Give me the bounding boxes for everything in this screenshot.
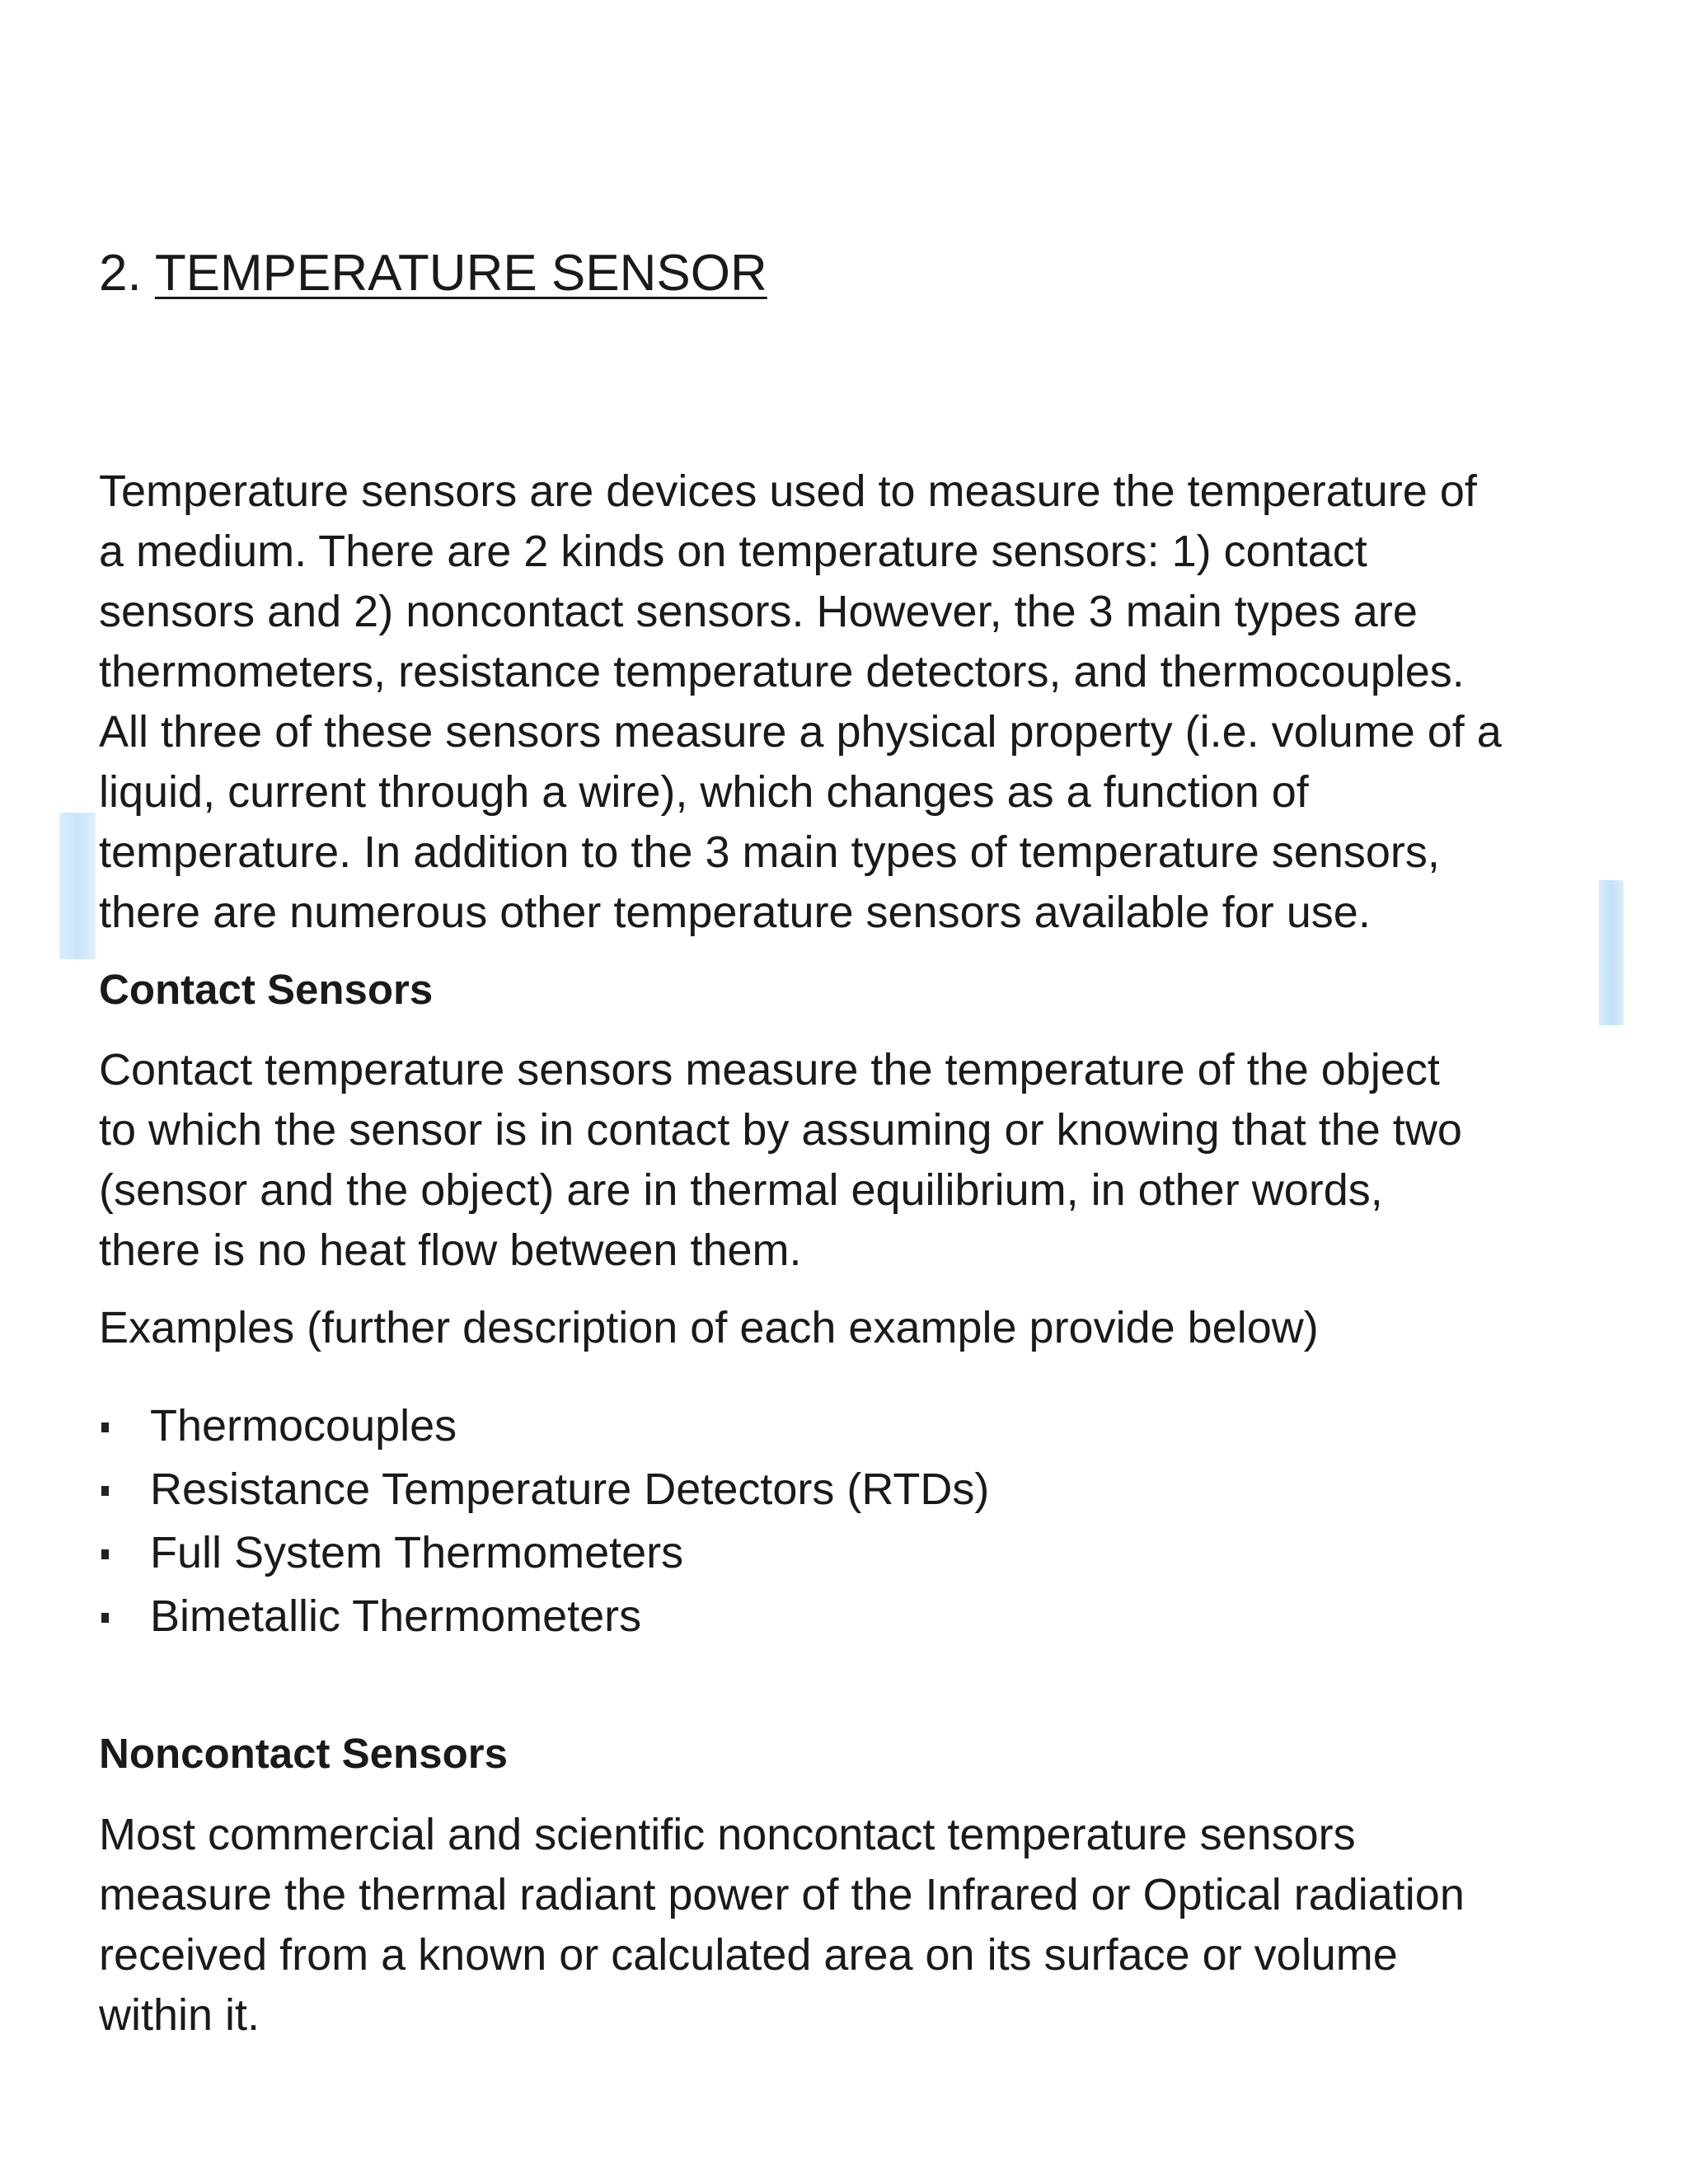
list-item <box>99 1458 989 1521</box>
contact-line: there is no heat flow between them. <box>99 1226 802 1275</box>
intro-line: All three of these sensors measure a physical property (i.e. volume of a <box>99 707 1502 757</box>
intro-line: Temperature sensors are devices used to measure the temperature of <box>99 466 1477 516</box>
intro-line: a medium. There are 2 kinds on temperature sensors: 1) contact <box>99 527 1367 576</box>
list-item <box>99 1585 989 1648</box>
list-item-text: Thermocouples <box>150 1401 457 1451</box>
intro-line: liquid, current through a wire), which changes as a function of <box>99 767 1309 817</box>
list-item-text: Bimetallic Thermometers <box>150 1591 642 1641</box>
square-bullet-icon <box>101 1486 109 1496</box>
intro-paragraph <box>99 462 1599 943</box>
noncontact-paragraph <box>99 1805 1599 2046</box>
examples-intro <box>99 1298 1599 1358</box>
noncontact-line: received from a known or calculated area on its surface or volume <box>99 1930 1398 1980</box>
contact-sensors-heading: Contact Sensors <box>99 966 434 1013</box>
contact-paragraph <box>99 1040 1599 1281</box>
scan-highlight-mark-right <box>1599 880 1624 1025</box>
section-title: TEMPERATURE SENSOR <box>154 245 767 302</box>
intro-line: temperature. In addition to the 3 main types of temperature sensors, <box>99 827 1440 877</box>
contact-line: to which the sensor is in contact by assuming or knowing that the two <box>99 1105 1462 1155</box>
list-item <box>99 1521 989 1585</box>
list-item-text: Full System Thermometers <box>150 1528 684 1577</box>
noncontact-line: within it. <box>99 1990 260 2040</box>
square-bullet-icon <box>101 1613 109 1623</box>
noncontact-sensors-heading: Noncontact Sensors <box>99 1730 508 1777</box>
examples-intro-line: Examples (further description of each example provide below) <box>99 1303 1319 1352</box>
section-number: 2. <box>99 245 155 302</box>
scan-highlight-mark-left <box>59 813 96 959</box>
intro-line: there are numerous other temperature sensors available for use. <box>99 888 1371 937</box>
contact-line: Contact temperature sensors measure the temperature of the object <box>99 1045 1440 1094</box>
noncontact-line: Most commercial and scientific noncontact temperature sensors <box>99 1810 1356 1859</box>
intro-line: sensors and 2) noncontact sensors. However, the 3 main types are <box>99 587 1418 636</box>
square-bullet-icon <box>101 1422 109 1432</box>
list-item <box>99 1394 989 1458</box>
square-bullet-icon <box>101 1549 109 1559</box>
examples-list <box>99 1394 989 1648</box>
noncontact-line: measure the thermal radiant power of the Infrared or Optical radiation <box>99 1870 1465 1919</box>
contact-line: (sensor and the object) are in thermal equilibrium, in other words, <box>99 1165 1383 1215</box>
intro-line: thermometers, resistance temperature detectors, and thermocouples. <box>99 647 1465 696</box>
list-item-text: Resistance Temperature Detectors (RTDs) <box>150 1465 990 1514</box>
section-heading <box>99 241 767 307</box>
